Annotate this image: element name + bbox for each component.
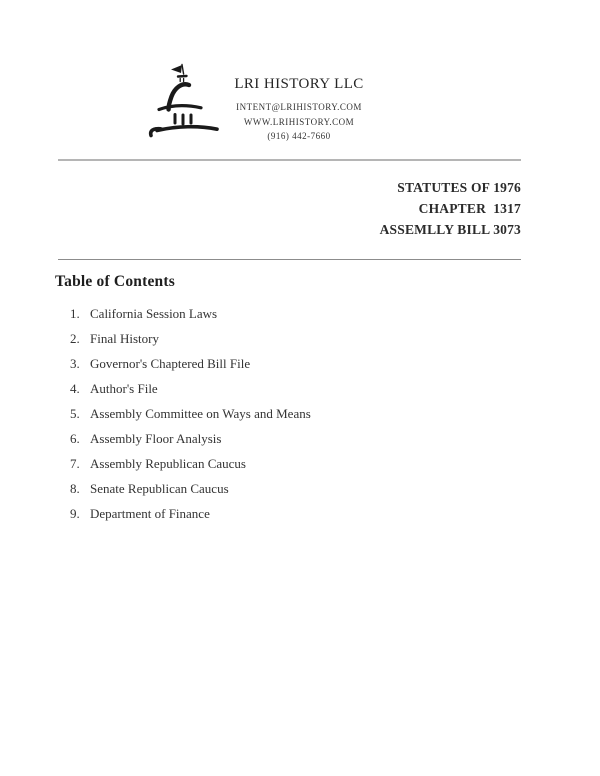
company-phone: (916) 442-7660 (267, 131, 331, 141)
divider-top (58, 159, 521, 161)
company-email: INTENT@LRIHISTORY.COM (236, 102, 362, 112)
letterhead (199, 76, 399, 144)
assembly-bill-line: ASSEMLLY BILL 3073 (379, 222, 521, 237)
divider-bottom (58, 259, 521, 260)
chapter-line: CHAPTER 1317 (418, 201, 521, 216)
toc-item-number: 5. (70, 405, 80, 421)
toc-item-label: Assembly Committee on Ways and Means (90, 405, 311, 421)
toc-item-label: Assembly Republican Caucus (90, 455, 246, 471)
toc-item-number: 2. (70, 330, 80, 346)
statutes-line: STATUTES OF 1976 (397, 180, 521, 195)
toc-item (70, 301, 311, 326)
company-website: WWW.LRIHISTORY.COM (243, 116, 355, 127)
toc-item-label: Author's File (90, 380, 158, 396)
toc-item (70, 501, 311, 526)
toc-item-number: 9. (70, 505, 80, 521)
toc-item-number: 3. (70, 355, 80, 371)
toc-item-label: Department of Finance (90, 505, 210, 521)
toc-item (70, 476, 311, 501)
toc-item-label: Final History (90, 330, 159, 346)
toc-item-label: California Session Laws (90, 305, 218, 321)
toc-item-label: Senate Republican Caucus (90, 480, 229, 496)
company-name: LRI HISTORY LLC (234, 76, 364, 92)
toc-item (70, 451, 311, 476)
toc-item-number: 7. (70, 455, 80, 471)
toc-item (70, 401, 311, 426)
toc-item-label: Assembly Floor Analysis (90, 430, 222, 446)
toc-heading: Table of Contents (55, 273, 175, 290)
toc-item-number: 6. (70, 430, 80, 446)
toc-item (70, 426, 311, 451)
toc-item-number: 4. (70, 380, 80, 396)
toc-list (70, 301, 311, 526)
toc-item-label: Governor's Chaptered Bill File (90, 355, 251, 371)
toc-item-number: 8. (70, 480, 80, 496)
toc-item (70, 326, 311, 351)
toc-item (70, 376, 311, 401)
toc-item (70, 351, 311, 376)
toc-item-number: 1. (70, 305, 80, 321)
bill-reference (380, 177, 521, 240)
